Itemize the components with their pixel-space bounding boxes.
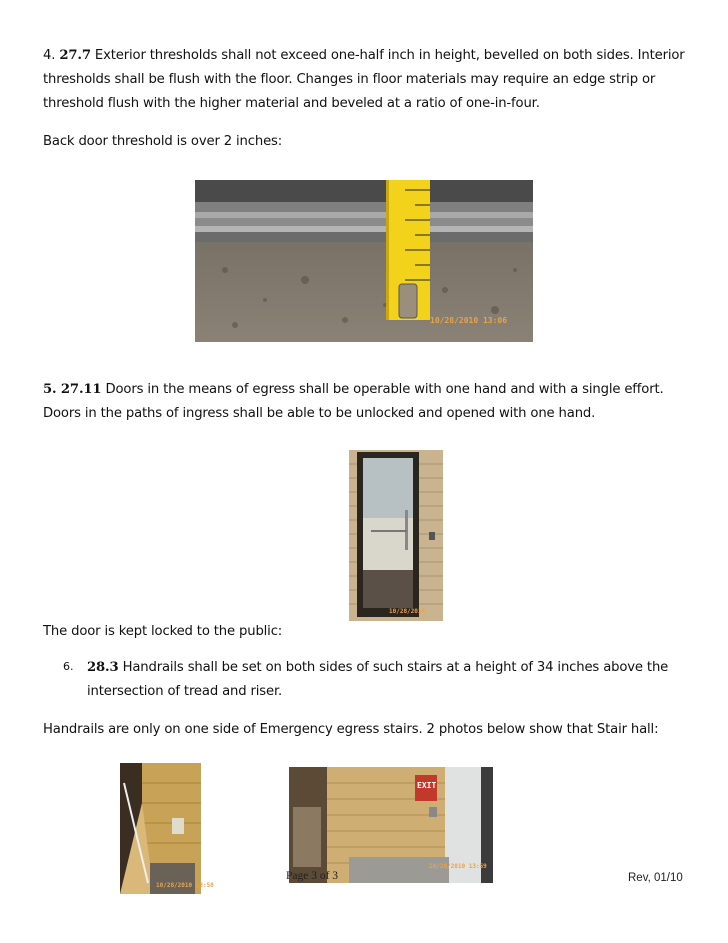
item-4-number: 4.: [43, 48, 56, 63]
exit-sign: EXIT: [417, 781, 437, 790]
item-6-text: Handrails shall be set on both sides of such stairs at a height of 34 inches above the intersection of tread and riser.: [87, 660, 669, 699]
page-number: Page 3 of 3: [286, 870, 339, 882]
item-4-text: Exterior thresholds shall not exceed one-half inch in height, bevelled on both sides. Interior thresholds shall be flush with the floor. Changes in floor materials may require an edge strip or threshold flush with the higher material and beveled at a ratio of one-in-four.: [43, 48, 685, 111]
item-5-paragraph: [43, 378, 693, 426]
item-6-paragraph: [87, 656, 677, 704]
stair-hall-photo-2: [289, 767, 493, 883]
item-5-reference: 5. 27.11: [43, 382, 102, 397]
stair-photo-1-timestamp: 10/28/2010 13:58: [156, 882, 214, 889]
stair-hall-photo-1: [120, 763, 214, 894]
item-6-number: 6.: [63, 660, 74, 673]
item-4-paragraph: [43, 44, 693, 116]
item-4-reference: 27.7: [59, 48, 91, 63]
item-5-text: Doors in the means of egress shall be operable with one hand and with a single effort. Doors in the paths of ingress shall be able to be unlocked and opened with one hand.: [43, 382, 664, 421]
door-photo-timestamp: 10/28/2010: [389, 608, 426, 615]
threshold-photo: [195, 180, 533, 342]
threshold-photo-timestamp: 10/28/2010 13:06: [430, 316, 508, 325]
item-5-finding: The door is kept locked to the public:: [43, 624, 283, 639]
stair-photo-2-timestamp: 10/28/2010 13:59: [429, 863, 487, 870]
revision-label: Rev, 01/10: [628, 872, 683, 884]
item-4-finding: Back door threshold is over 2 inches:: [43, 134, 283, 149]
item-6-reference: 28.3: [87, 660, 119, 675]
door-photo: [349, 450, 443, 621]
item-6-finding: Handrails are only on one side of Emergency egress stairs. 2 photos below show that Stair hall:: [43, 722, 659, 737]
